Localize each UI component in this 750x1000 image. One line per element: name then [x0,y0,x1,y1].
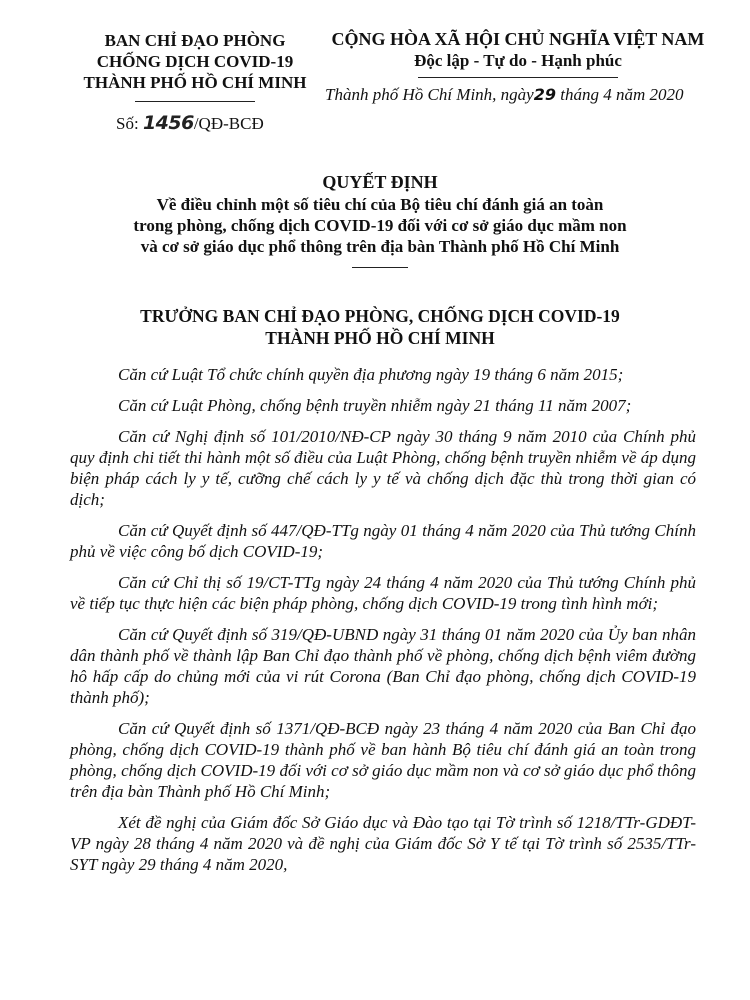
date-prefix: Thành phố Hồ Chí Minh, ngày [325,85,534,104]
legal-basis-paragraph: Căn cứ Chỉ thị số 19/CT-TTg ngày 24 tháng 4 năm 2020 của Thủ tướng Chính phủ về tiếp tục thực hiện các biện pháp phòng, chống dịch COVID-19 trong tình hình mới; [70,573,696,613]
place-and-date [325,85,684,105]
legal-basis [70,364,696,885]
doc-number-prefix: Số: [116,114,139,133]
issuing-organization [60,30,330,102]
legal-basis-paragraph: Căn cứ Quyết định số 319/QĐ-UBND ngày 31 tháng 01 năm 2020 của Ủy ban nhân dân thành phố về thành lập Ban Chỉ đạo thành phố về phòng, chống dịch bệnh viêm đường hô hấp cấp do chủng mới của vi rút Corona (Ban Chỉ đạo phòng, chống dịch COVID-19 thành phố); [70,625,696,707]
decision-title [70,170,690,268]
nation-name: CỘNG HÒA XÃ HỘI CHỦ NGHĨA VIỆT NAM [331,29,705,49]
motto-divider [418,77,618,78]
doc-number-suffix: /QĐ-BCĐ [193,114,264,133]
national-title [318,28,718,78]
org-divider [135,101,255,102]
legal-basis-paragraph: Căn cứ Nghị định số 101/2010/NĐ-CP ngày 30 tháng 9 năm 2010 của Chính phủ quy định chi tiết thi hành một số điều của Luật Phòng, chống bệnh truyền nhiễm về áp dụng biện pháp cách ly y tế, cưỡng chế cách ly y tế và chống dịch đặc thù trong thời gian có dịch; [70,427,696,509]
handwritten-number: 1456 [142,112,194,134]
org-line: CHỐNG DỊCH COVID-19 [96,52,294,71]
authority-line: TRƯỞNG BAN CHỈ ĐẠO PHÒNG, CHỐNG DỊCH COVID-19 [140,306,620,326]
legal-basis-paragraph: Căn cứ Quyết định số 1371/QĐ-BCĐ ngày 23 tháng 4 năm 2020 của Ban Chỉ đạo phòng, chống dịch COVID-19 thành phố về ban hành Bộ tiêu chí đánh giá an toàn trong phòng, chống dịch COVID-19 đối với cơ sở giáo dục mầm non và cơ sở giáo dục phổ thông trên địa bàn Thành phố Hồ Chí Minh; [70,719,696,801]
title-subject-line: trong phòng, chống dịch COVID-19 đối với cơ sở giáo dục mầm non [133,216,627,235]
authority-line: THÀNH PHỐ HỒ CHÍ MINH [265,328,495,348]
nation-motto: Độc lập - Tự do - Hạnh phúc [414,51,622,70]
title-divider [352,267,408,268]
legal-basis-paragraph: Căn cứ Luật Tổ chức chính quyền địa phương ngày 19 tháng 6 năm 2015; [118,365,624,384]
legal-basis-paragraph: Căn cứ Luật Phòng, chống bệnh truyền nhiễm ngày 21 tháng 11 năm 2007; [118,396,632,415]
title-main: QUYẾT ĐỊNH [322,172,438,192]
legal-basis-paragraph: Căn cứ Quyết định số 447/QĐ-TTg ngày 01 tháng 4 năm 2020 của Thủ tướng Chính phủ về việc công bố dịch COVID-19; [70,521,696,561]
legal-basis-paragraph: Xét đề nghị của Giám đốc Sở Giáo dục và Đào tạo tại Tờ trình số 1218/TTr-GDĐT-VP ngày 28 tháng 4 năm 2020 và đề nghị của Giám đốc Sở Y tế tại Tờ trình số 2535/TTr-SYT ngày 29 tháng 4 năm 2020, [70,813,696,874]
org-line: BAN CHỈ ĐẠO PHÒNG [104,31,286,50]
document-number [116,112,264,134]
issuing-authority [70,305,690,349]
handwritten-day: 29 [533,85,556,104]
date-suffix: tháng 4 năm 2020 [560,85,684,104]
title-subject-line: và cơ sở giáo dục phổ thông trên địa bàn Thành phố Hồ Chí Minh [140,237,620,256]
title-subject-line: Về điều chỉnh một số tiêu chí của Bộ tiêu chí đánh giá an toàn [156,195,604,214]
org-line: THÀNH PHỐ HỒ CHÍ MINH [83,73,307,92]
